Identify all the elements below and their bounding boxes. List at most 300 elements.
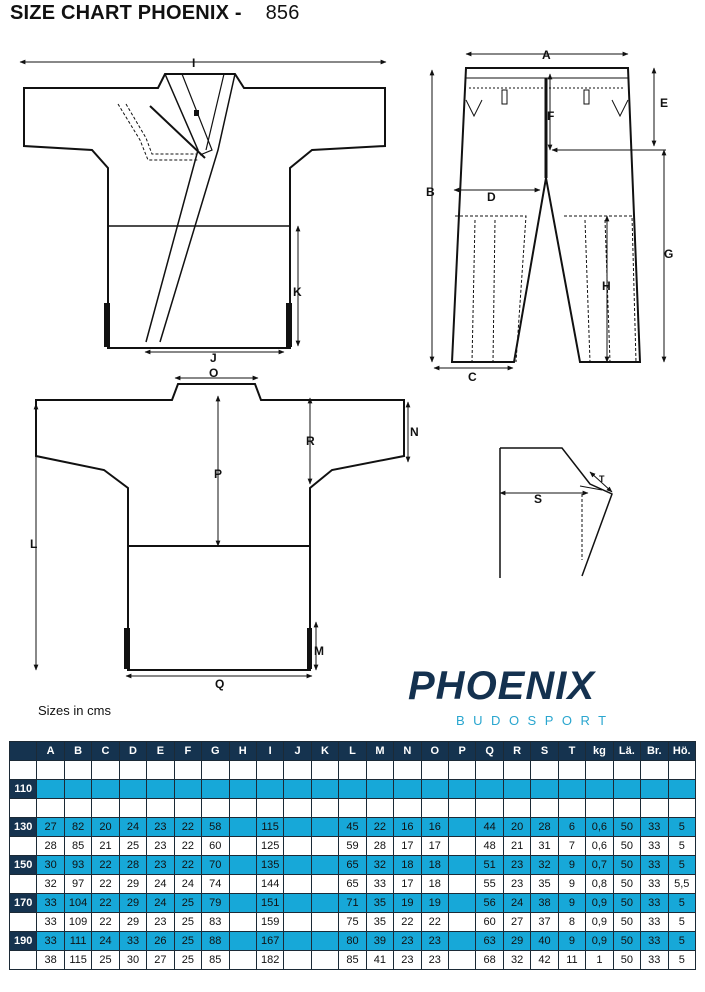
table-cell (37, 780, 64, 799)
table-cell: 17 (421, 837, 448, 856)
table-cell: 33 (641, 932, 668, 951)
row-size-label: 120 (10, 799, 37, 818)
table-cell: 17 (394, 875, 421, 894)
table-cell: 51 (476, 856, 503, 875)
row-size-label: 100 (10, 761, 37, 780)
table-cell: 18 (421, 875, 448, 894)
table-cell: 5 (668, 913, 696, 932)
table-cell: 104 (64, 894, 91, 913)
table-cell: 22 (394, 913, 421, 932)
table-cell: 45 (339, 818, 366, 837)
table-cell (256, 799, 283, 818)
table-cell (449, 951, 476, 970)
dim-label-o: O (209, 366, 219, 380)
row-size-label: 160 (10, 875, 37, 894)
table-cell (531, 799, 558, 818)
table-cell: 33 (641, 875, 668, 894)
table-cell: 115 (64, 951, 91, 970)
dim-label-d: D (487, 190, 496, 204)
column-header (10, 742, 37, 761)
table-cell: 5 (668, 837, 696, 856)
column-header: Lä. (613, 742, 640, 761)
table-cell (641, 799, 668, 818)
table-cell (174, 780, 201, 799)
column-header: T (558, 742, 585, 761)
table-cell: 0,9 (586, 894, 613, 913)
row-size-label: 110 (10, 780, 37, 799)
table-cell: 5 (668, 818, 696, 837)
column-header: F (174, 742, 201, 761)
table-cell: 60 (476, 913, 503, 932)
table-cell: 93 (64, 856, 91, 875)
table-cell: 24 (147, 875, 174, 894)
table-cell (668, 761, 696, 780)
table-cell (503, 780, 530, 799)
table-cell: 9 (558, 856, 585, 875)
dim-label-e: E (660, 96, 669, 110)
table-cell (668, 780, 696, 799)
table-cell: 9 (558, 932, 585, 951)
table-cell: 11 (558, 951, 585, 970)
table-cell: 24 (174, 875, 201, 894)
row-size-label: 190 (10, 932, 37, 951)
column-header: I (256, 742, 283, 761)
table-cell: 19 (421, 894, 448, 913)
table-cell (229, 894, 256, 913)
table-cell: 5,5 (668, 875, 696, 894)
table-cell: 50 (613, 856, 640, 875)
column-header: O (421, 742, 448, 761)
table-cell: 25 (92, 951, 119, 970)
table-cell: 27 (147, 951, 174, 970)
table-cell (394, 761, 421, 780)
table-cell: 75 (339, 913, 366, 932)
table-cell (284, 818, 311, 837)
table-cell: 33 (366, 875, 393, 894)
table-cell (229, 875, 256, 894)
table-cell: 60 (202, 837, 229, 856)
column-header: J (284, 742, 311, 761)
table-cell: 33 (641, 894, 668, 913)
table-cell: 144 (256, 875, 283, 894)
sizes-note: Sizes in cms (38, 703, 111, 718)
title-model-number: 856 (265, 2, 300, 24)
table-cell: 22 (92, 894, 119, 913)
table-cell (311, 913, 338, 932)
table-cell: 28 (119, 856, 146, 875)
dim-label-t: T (599, 474, 605, 484)
column-header: D (119, 742, 146, 761)
table-cell: 33 (37, 913, 64, 932)
column-header: B (64, 742, 91, 761)
table-cell (229, 837, 256, 856)
table-cell (311, 761, 338, 780)
table-cell (366, 799, 393, 818)
table-cell (311, 818, 338, 837)
jacket-front-drawing (24, 74, 385, 348)
table-cell (284, 932, 311, 951)
table-cell (147, 780, 174, 799)
table-cell: 33 (641, 856, 668, 875)
table-cell: 32 (366, 856, 393, 875)
table-cell (641, 761, 668, 780)
table-cell: 50 (613, 818, 640, 837)
table-cell (229, 932, 256, 951)
table-cell: 9 (558, 875, 585, 894)
table-cell (421, 761, 448, 780)
table-cell: 32 (37, 875, 64, 894)
table-cell: 28 (531, 818, 558, 837)
column-header: kg (586, 742, 613, 761)
table-cell (119, 761, 146, 780)
table-cell: 50 (613, 913, 640, 932)
table-cell (449, 894, 476, 913)
table-cell (311, 894, 338, 913)
table-cell (64, 761, 91, 780)
table-cell (311, 875, 338, 894)
table-cell: 16 (421, 818, 448, 837)
table-cell: 7 (558, 837, 585, 856)
row-size-label: 140 (10, 837, 37, 856)
table-header-row (10, 742, 696, 761)
table-cell: 29 (119, 894, 146, 913)
table-cell: 135 (256, 856, 283, 875)
table-cell: 80 (339, 932, 366, 951)
table-cell: 18 (421, 856, 448, 875)
table-cell: 23 (147, 856, 174, 875)
table-cell (449, 761, 476, 780)
table-cell: 22 (366, 818, 393, 837)
table-cell (147, 761, 174, 780)
table-cell: 44 (476, 818, 503, 837)
column-header: N (394, 742, 421, 761)
table-cell: 1 (586, 951, 613, 970)
table-cell (256, 761, 283, 780)
table-cell: 18 (394, 856, 421, 875)
table-cell: 23 (421, 932, 448, 951)
table-cell (558, 780, 585, 799)
table-cell (147, 799, 174, 818)
table-cell: 20 (92, 818, 119, 837)
table-cell: 111 (64, 932, 91, 951)
table-cell (284, 951, 311, 970)
column-header: M (366, 742, 393, 761)
logo-subtitle: BUDOSPORT (456, 713, 615, 728)
table-cell (311, 799, 338, 818)
table-cell: 32 (531, 856, 558, 875)
table-cell: 23 (394, 951, 421, 970)
table-cell: 33 (641, 913, 668, 932)
table-cell: 35 (531, 875, 558, 894)
table-cell: 35 (366, 913, 393, 932)
table-cell (92, 799, 119, 818)
table-cell (449, 837, 476, 856)
row-size-label: 130 (10, 818, 37, 837)
table-cell: 24 (147, 894, 174, 913)
row-size-label: 180 (10, 913, 37, 932)
table-row (10, 799, 696, 818)
table-cell (229, 799, 256, 818)
table-cell: 23 (503, 875, 530, 894)
table-cell: 82 (64, 818, 91, 837)
dim-label-j: J (210, 351, 217, 365)
table-cell: 35 (366, 894, 393, 913)
table-cell (449, 799, 476, 818)
table-cell: 28 (366, 837, 393, 856)
table-cell (394, 799, 421, 818)
dim-label-n: N (410, 425, 419, 439)
column-header: R (503, 742, 530, 761)
title-heading: SIZE CHART PHOENIX - (10, 2, 242, 24)
table-cell: 22 (421, 913, 448, 932)
table-cell (339, 799, 366, 818)
table-cell: 33 (641, 951, 668, 970)
table-cell (229, 856, 256, 875)
column-header: K (311, 742, 338, 761)
dim-label-f: F (547, 109, 555, 123)
table-cell: 25 (174, 913, 201, 932)
table-cell (284, 799, 311, 818)
dim-label-k: K (293, 285, 302, 299)
dim-label-p: P (214, 467, 223, 481)
table-cell: 74 (202, 875, 229, 894)
table-cell (476, 780, 503, 799)
table-cell: 50 (613, 837, 640, 856)
table-cell: 23 (147, 913, 174, 932)
table-cell: 38 (37, 951, 64, 970)
table-cell (64, 799, 91, 818)
table-cell: 26 (147, 932, 174, 951)
table-cell: 33 (37, 932, 64, 951)
table-cell: 6 (558, 818, 585, 837)
table-cell (421, 780, 448, 799)
table-cell (174, 761, 201, 780)
table-cell: 50 (613, 894, 640, 913)
table-cell: 21 (92, 837, 119, 856)
table-cell (229, 780, 256, 799)
table-cell (449, 932, 476, 951)
table-cell (449, 913, 476, 932)
table-cell: 48 (476, 837, 503, 856)
table-cell (311, 780, 338, 799)
dim-label-b: B (426, 185, 435, 199)
column-header: H (229, 742, 256, 761)
table-cell (202, 780, 229, 799)
table-cell: 24 (119, 818, 146, 837)
table-cell (284, 913, 311, 932)
table-cell: 23 (394, 932, 421, 951)
table-cell (229, 951, 256, 970)
table-row (10, 856, 696, 875)
table-cell (284, 761, 311, 780)
dim-label-l: L (30, 537, 38, 551)
table-row (10, 818, 696, 837)
table-cell: 167 (256, 932, 283, 951)
table-cell: 0,8 (586, 875, 613, 894)
table-cell: 0,6 (586, 837, 613, 856)
table-cell (366, 761, 393, 780)
table-cell: 9 (558, 894, 585, 913)
table-cell (531, 761, 558, 780)
table-cell: 30 (119, 951, 146, 970)
column-header: Hö. (668, 742, 696, 761)
table-cell: 33 (641, 818, 668, 837)
table-cell: 41 (366, 951, 393, 970)
table-cell: 85 (339, 951, 366, 970)
table-cell: 5 (668, 856, 696, 875)
table-cell (449, 780, 476, 799)
jacket-back-drawing (36, 384, 404, 670)
table-cell: 151 (256, 894, 283, 913)
table-cell: 79 (202, 894, 229, 913)
phoenix-logo (408, 664, 693, 734)
dim-label-r: R (306, 434, 315, 448)
row-size-label: 200 (10, 951, 37, 970)
table-cell: 24 (503, 894, 530, 913)
table-cell: 109 (64, 913, 91, 932)
table-cell: 22 (174, 837, 201, 856)
table-row (10, 780, 696, 799)
table-cell (284, 894, 311, 913)
table-cell: 50 (613, 932, 640, 951)
table-cell (531, 780, 558, 799)
logo-wordmark: PHOENIX (408, 664, 596, 708)
table-row (10, 894, 696, 913)
table-row (10, 875, 696, 894)
table-cell (449, 875, 476, 894)
table-cell (202, 761, 229, 780)
column-header: S (531, 742, 558, 761)
table-cell: 125 (256, 837, 283, 856)
table-row (10, 932, 696, 951)
table-cell (311, 951, 338, 970)
column-header: A (37, 742, 64, 761)
table-cell: 115 (256, 818, 283, 837)
table-cell (476, 799, 503, 818)
table-cell (284, 837, 311, 856)
table-cell (311, 932, 338, 951)
table-cell (394, 780, 421, 799)
table-cell: 32 (503, 951, 530, 970)
column-header: L (339, 742, 366, 761)
table-cell (64, 780, 91, 799)
table-cell: 5 (668, 951, 696, 970)
table-cell: 68 (476, 951, 503, 970)
dim-label-a: A (542, 48, 551, 62)
table-cell: 25 (174, 932, 201, 951)
table-cell: 88 (202, 932, 229, 951)
dim-label-i: I (192, 56, 196, 70)
table-cell (449, 856, 476, 875)
table-cell: 33 (37, 894, 64, 913)
table-row (10, 837, 696, 856)
table-cell (174, 799, 201, 818)
table-cell (668, 799, 696, 818)
table-cell (503, 799, 530, 818)
row-size-label: 170 (10, 894, 37, 913)
table-cell (641, 780, 668, 799)
table-cell: 97 (64, 875, 91, 894)
table-cell (92, 780, 119, 799)
column-header: Br. (641, 742, 668, 761)
table-cell (558, 761, 585, 780)
table-cell: 65 (339, 856, 366, 875)
table-cell: 56 (476, 894, 503, 913)
table-cell: 22 (92, 913, 119, 932)
table-cell: 25 (119, 837, 146, 856)
dim-label-m: M (314, 644, 324, 658)
table-cell: 17 (394, 837, 421, 856)
table-cell: 40 (531, 932, 558, 951)
table-cell: 23 (503, 856, 530, 875)
table-cell (37, 761, 64, 780)
row-size-label: 150 (10, 856, 37, 875)
table-cell (37, 799, 64, 818)
table-cell: 37 (531, 913, 558, 932)
table-cell: 33 (119, 932, 146, 951)
table-cell: 39 (366, 932, 393, 951)
table-cell: 5 (668, 894, 696, 913)
table-row (10, 951, 696, 970)
table-cell: 0,9 (586, 913, 613, 932)
table-cell (586, 780, 613, 799)
table-cell (311, 837, 338, 856)
table-cell (284, 780, 311, 799)
table-cell: 85 (64, 837, 91, 856)
column-header: C (92, 742, 119, 761)
table-cell: 0,9 (586, 932, 613, 951)
table-cell: 5 (668, 932, 696, 951)
table-cell: 29 (119, 913, 146, 932)
table-cell (449, 818, 476, 837)
table-cell (339, 761, 366, 780)
table-cell (586, 761, 613, 780)
table-cell: 30 (37, 856, 64, 875)
table-cell (613, 780, 640, 799)
table-cell: 23 (147, 837, 174, 856)
table-cell: 42 (531, 951, 558, 970)
table-cell (558, 799, 585, 818)
column-header: P (449, 742, 476, 761)
table-cell (503, 761, 530, 780)
dim-label-q: Q (215, 677, 225, 691)
table-cell: 28 (37, 837, 64, 856)
table-cell: 27 (37, 818, 64, 837)
table-cell (586, 799, 613, 818)
table-cell (119, 780, 146, 799)
table-cell: 63 (476, 932, 503, 951)
table-cell: 20 (503, 818, 530, 837)
table-cell (229, 761, 256, 780)
size-table (9, 741, 696, 970)
dim-label-h: H (602, 279, 611, 293)
table-cell: 65 (339, 875, 366, 894)
table-cell (284, 856, 311, 875)
sleeve-detail-drawing (500, 448, 612, 578)
table-cell: 8 (558, 913, 585, 932)
table-cell (229, 818, 256, 837)
table-cell (613, 799, 640, 818)
table-cell (613, 761, 640, 780)
column-header: E (147, 742, 174, 761)
table-cell: 22 (174, 818, 201, 837)
table-cell: 58 (202, 818, 229, 837)
dim-label-s: S (534, 492, 543, 506)
table-cell (311, 856, 338, 875)
table-cell: 19 (394, 894, 421, 913)
table-cell (202, 799, 229, 818)
table-cell: 23 (147, 818, 174, 837)
